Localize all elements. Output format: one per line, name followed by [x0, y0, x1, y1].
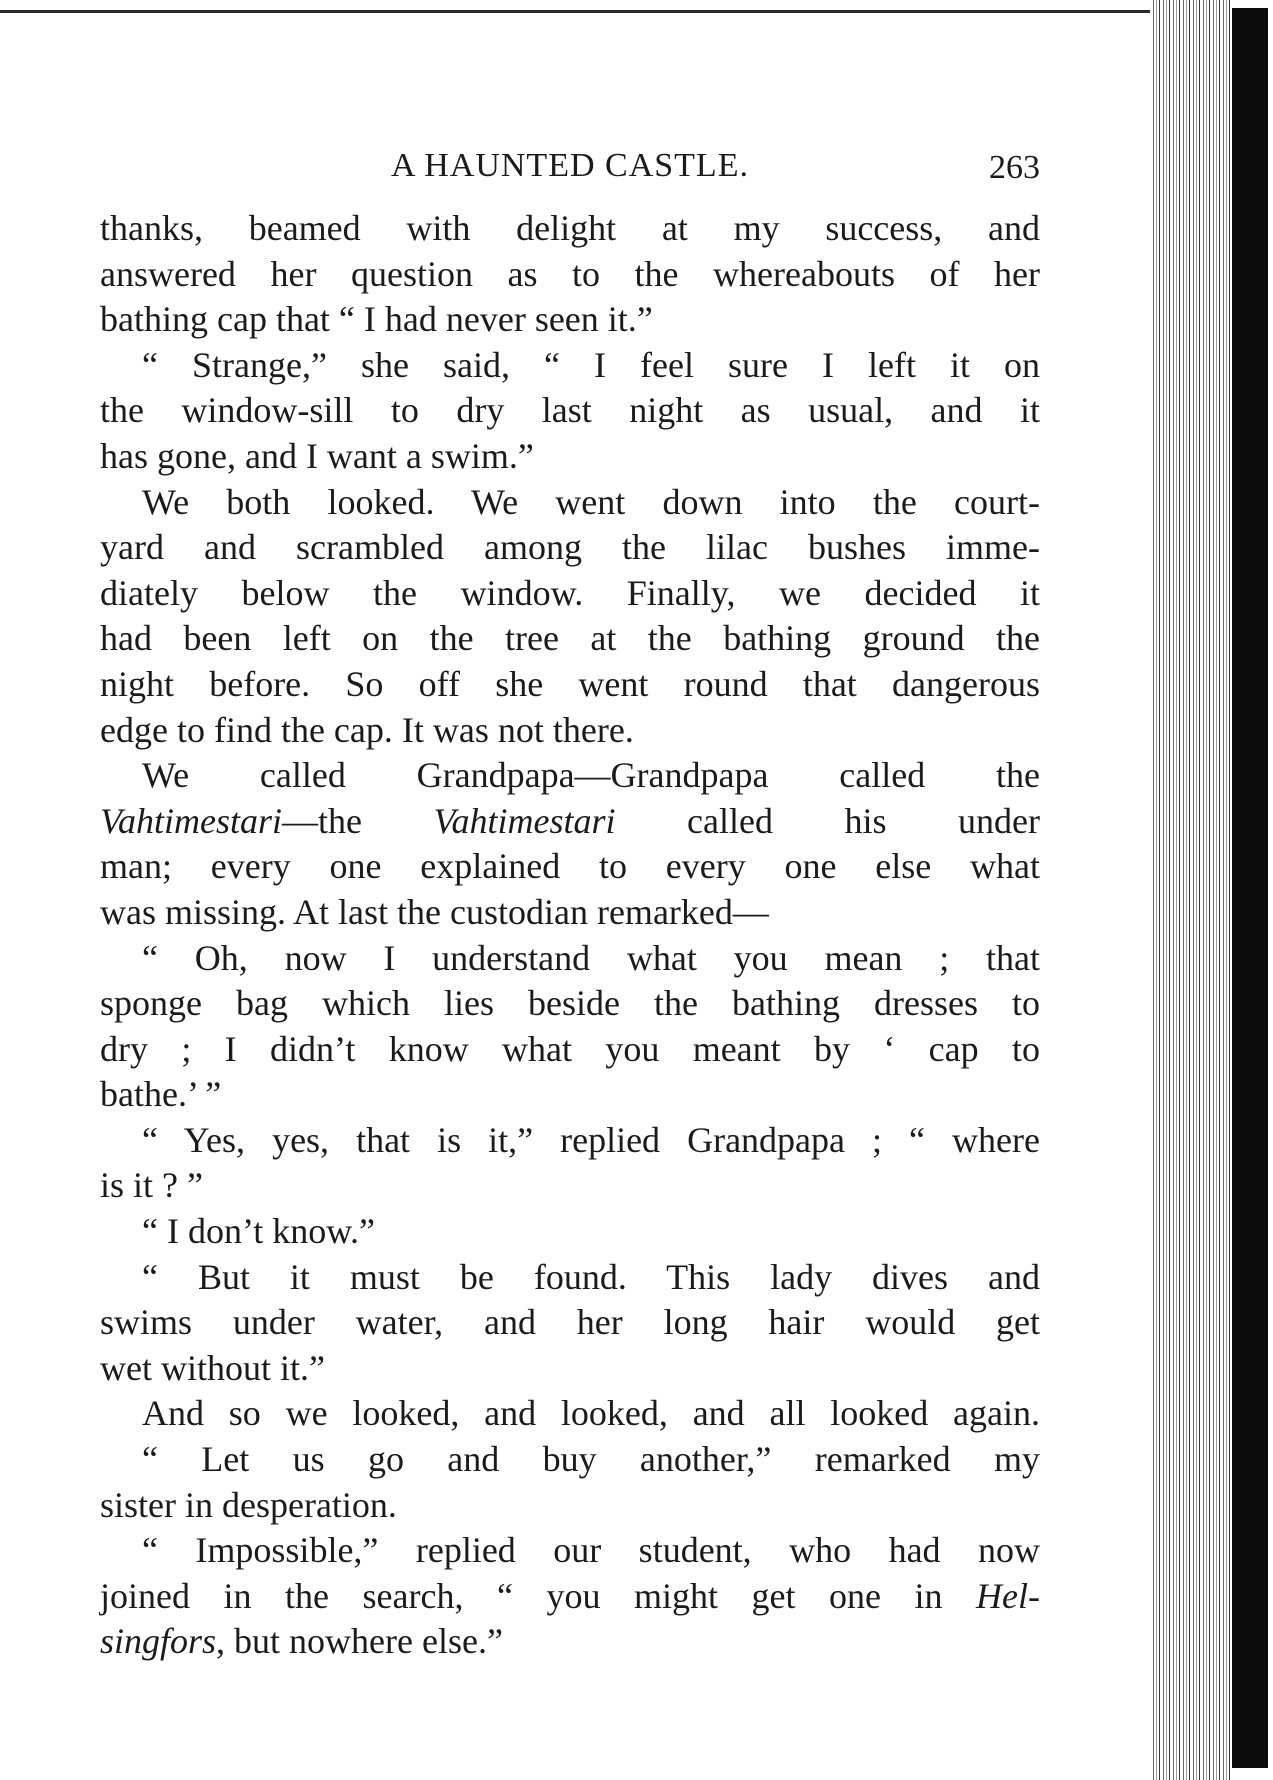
running-title: A HAUNTED CASTLE. — [391, 147, 749, 184]
text-span: —the — [282, 800, 434, 841]
text-line: “ Impossible,” replied our student, who had now — [142, 1530, 1040, 1571]
text-line: answered her question as to the whereabouts of her — [100, 253, 1040, 294]
text-line: the window-sill to dry last night as usual, and it — [100, 390, 1040, 431]
text-line: dry ; I didn’t know what you meant by ‘ cap to — [100, 1028, 1040, 1069]
text-line — [100, 1619, 1040, 1665]
text-line — [100, 799, 1040, 845]
italic-word: singfors — [100, 1621, 217, 1662]
text-line: We both looked. We went down into the court- — [142, 481, 1040, 522]
text-span: called his under — [615, 800, 1040, 841]
text-line: man; every one explained to every one else what — [100, 846, 1040, 887]
italic-word: Vahtimestari — [100, 800, 283, 841]
text-line: is it ? ” — [100, 1165, 203, 1206]
text-line: wet without it.” — [100, 1347, 325, 1388]
page-number: 263 — [989, 149, 1040, 186]
text-line: bathe.’ ” — [100, 1074, 222, 1115]
text-span: , but nowhere else.” — [216, 1621, 503, 1662]
text-line: “ But it must be found. This lady dives and — [142, 1256, 1040, 1297]
text-line: “ Strange,” she said, “ I feel sure I left it on — [142, 344, 1040, 385]
text-line: sponge bag which lies beside the bathing dresses to — [100, 983, 1040, 1024]
text-line: We called Grandpapa—Grandpapa called the — [142, 755, 1040, 796]
body-text — [100, 206, 1040, 1665]
text-line: bathing cap that “ I had never seen it.” — [100, 299, 653, 340]
text-line: “ Oh, now I understand what you mean ; that — [142, 937, 1040, 978]
text-line: thanks, beamed with delight at my success, and — [100, 208, 1040, 248]
italic-word: Hel- — [976, 1575, 1040, 1616]
text-line — [100, 1574, 1040, 1620]
text-line: night before. So off she went round that dangerous — [100, 663, 1040, 704]
text-line: edge to find the cap. It was not there. — [100, 709, 634, 750]
text-span: joined in the search, “ you might get one in — [100, 1575, 977, 1616]
text-line: And so we looked, and looked, and all looked again. — [142, 1393, 1040, 1434]
italic-word: Vahtimestari — [433, 800, 616, 841]
text-line: was missing. At last the custodian remarked— — [100, 891, 769, 932]
text-line: swims under water, and her long hair would get — [100, 1302, 1040, 1343]
text-line: sister in desperation. — [100, 1484, 397, 1525]
text-line: “ I don’t know.” — [142, 1211, 375, 1252]
text-line: yard and scrambled among the lilac bushes imme- — [100, 527, 1040, 568]
text-line: “ Yes, yes, that is it,” replied Grandpapa ; “ where — [142, 1119, 1040, 1160]
text-line: “ Let us go and buy another,” remarked my — [142, 1439, 1040, 1480]
text-line: diately below the window. Finally, we decided it — [100, 572, 1040, 613]
running-head — [100, 143, 1040, 189]
text-line: had been left on the tree at the bathing ground the — [100, 618, 1040, 659]
text-line: has gone, and I want a swim.” — [100, 435, 534, 476]
